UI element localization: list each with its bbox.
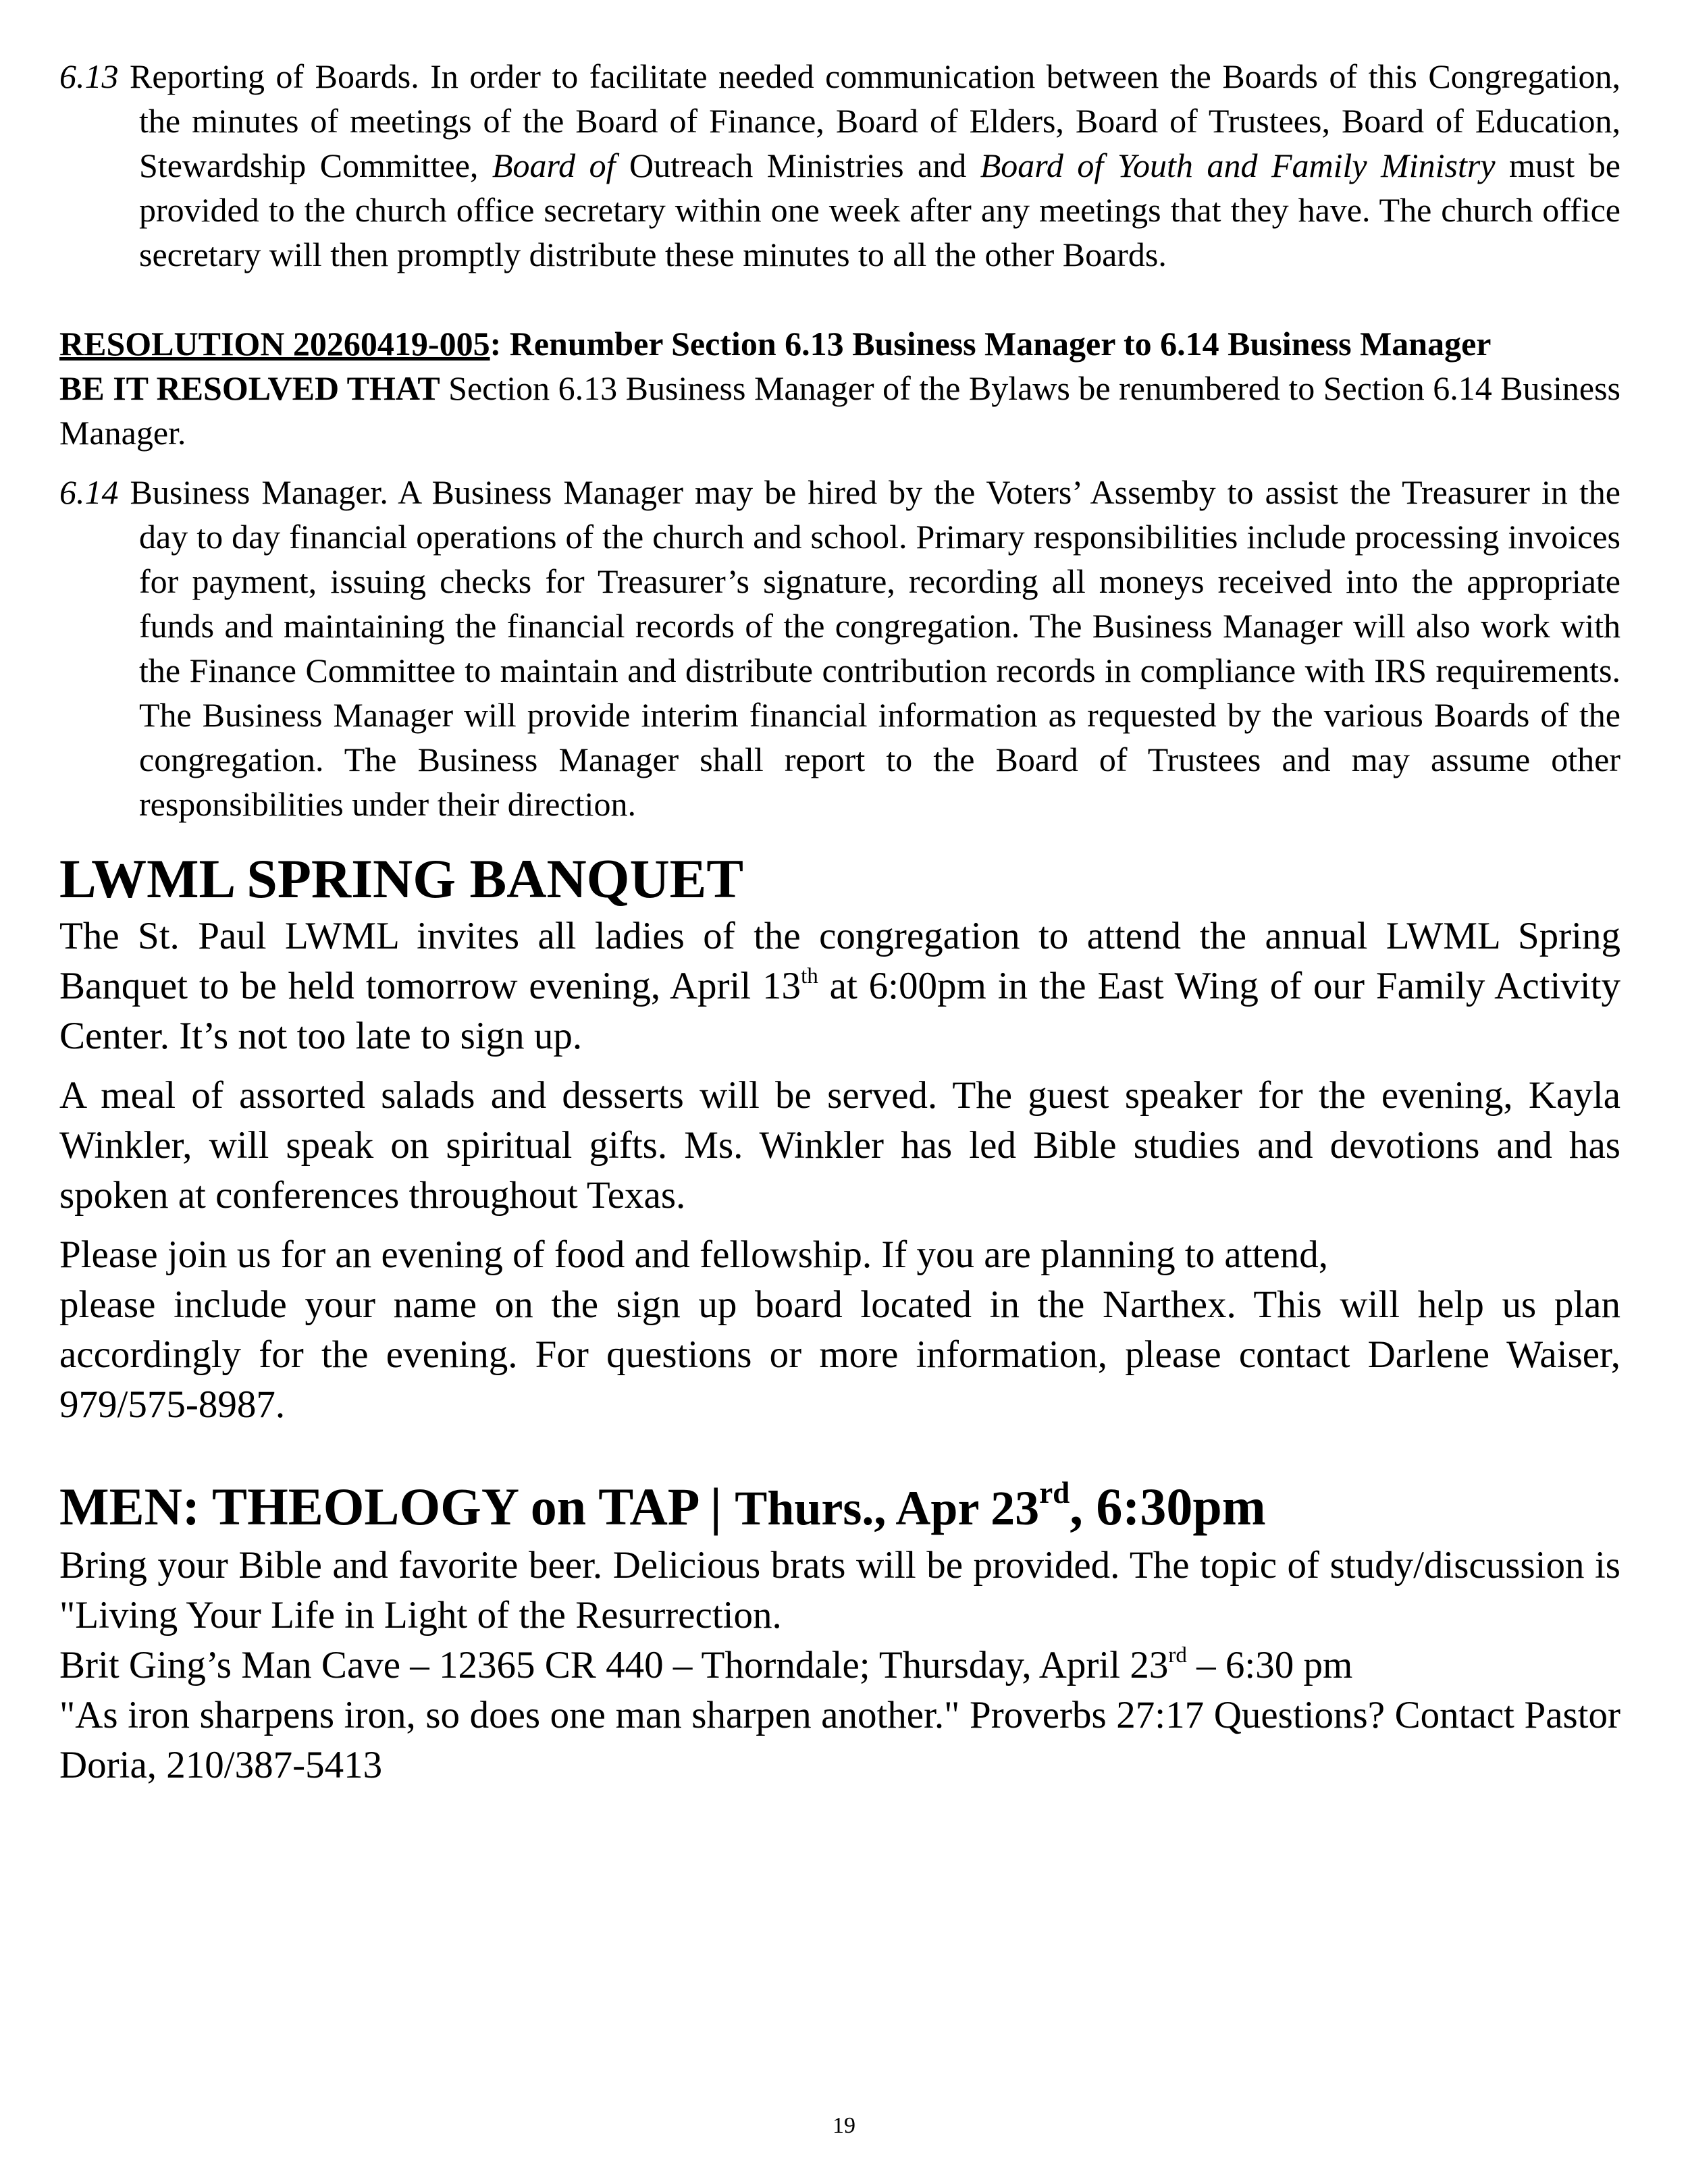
heading-text: MEN: THEOLOGY on TAP | bbox=[59, 1477, 735, 1536]
heading-time: , 6:30pm bbox=[1070, 1477, 1266, 1536]
men-paragraph-1: Bring your Bible and favorite beer. Delicious brats will be provided. The topic of study/discussion is "Living Your Life in Light of the Resurrection. bbox=[59, 1544, 1620, 1636]
resolved-lead: BE IT RESOLVED THAT bbox=[59, 369, 440, 407]
bylaw-text: Business Manager. A Business Manager may be hired by the Voters’ Assemby to assist the Treasurer in the day to day financial operations of the church and school. Primary responsibilities include processing invoices for payment, issuing checks for Treasurer’s signature, recording all moneys received into the appropriate funds and maintaining the financial records of the congregation. The Business Manager will also work with the Finance Committee to maintain and distribute contribution records in compliance with IRS requirements. The Business Manager will provide interim financial information as requested by the various Boards of the congregation. The Business Manager shall report to the Board of Trustees and may assume other responsibilities under their direction. bbox=[130, 473, 1621, 823]
lwml-text: please include your name on the sign up board located in the Narthex. This will help us plan accordingly for the evening. For questions or more information, please contact Darlene Waiser, 979/575-8987. bbox=[59, 1283, 1620, 1426]
page-content bbox=[59, 54, 1620, 1790]
location-text: – 6:30 pm bbox=[1186, 1644, 1353, 1686]
lwml-paragraph-2: A meal of assorted salads and desserts will be served. The guest speaker for the evening, Kayla Winkler, will speak on spiritual gifts. Ms. Winkler has led Bible studies and devotions and has spoken at conferences throughout Texas. bbox=[59, 1074, 1620, 1217]
page-number: 19 bbox=[833, 2113, 855, 2138]
heading-date: Thurs., Apr 23 bbox=[735, 1481, 1040, 1535]
men-location bbox=[59, 1641, 1620, 1690]
men-section bbox=[59, 1474, 1620, 1790]
lwml-paragraph-3 bbox=[59, 1230, 1620, 1430]
men-paragraph-2: "As iron sharpens iron, so does one man sharpen another." Proverbs 27:17 Questions? Contact Pastor Doria, 210/387-5413 bbox=[59, 1694, 1620, 1786]
section-number: 6.13 bbox=[59, 57, 119, 95]
men-heading bbox=[59, 1474, 1620, 1541]
lwml-text: The St. Paul LWML invites all ladies of the congregation to attend the annual LWML Spring Banquet to be held tomorrow evening, April 13 bbox=[59, 915, 1620, 1007]
resolution-block bbox=[59, 321, 1620, 455]
ordinal-suffix: rd bbox=[1168, 1643, 1187, 1668]
bylaw-text: must be provided to the church office secretary within one week after any meetings that they have. The church office secretary will then promptly distribute these minutes to all the other Boards. bbox=[139, 147, 1620, 273]
location-text: Brit Ging’s Man Cave – 12365 CR 440 – Thorndale; Thursday, April 23 bbox=[59, 1644, 1169, 1686]
ordinal-suffix: th bbox=[801, 963, 818, 988]
lwml-heading: LWML SPRING BANQUET bbox=[59, 848, 744, 909]
resolution-body bbox=[59, 366, 1620, 455]
resolution-title bbox=[59, 321, 1620, 366]
lwml-text: at 6:00pm in the East Wing of our Family Activity Center. It’s not too late to sign up. bbox=[59, 965, 1620, 1057]
bylaw-text: Outreach Ministries and bbox=[615, 147, 980, 184]
lwml-paragraph-1 bbox=[59, 911, 1620, 1061]
resolved-text: Section 6.13 Business Manager of the Bylaws be renumbered to Section 6.14 Business Manager. bbox=[59, 369, 1621, 452]
bylaw-text: Reporting of Boards. In order to facilitate needed communication between the Boards of this Congregation, the minutes of meetings of the Board of Finance, Board of Elders, Board of Trustees, Board of Education, Stewardship Committee, bbox=[130, 57, 1620, 184]
section-number: 6.14 bbox=[59, 473, 119, 511]
lwml-section bbox=[59, 847, 1620, 1430]
bylaw-italic-text: Board of Youth and Family Ministry bbox=[980, 147, 1496, 184]
bylaw-italic-text: Board of bbox=[492, 147, 616, 184]
resolution-heading: : Renumber Section 6.13 Business Manager to 6.14 Business Manager bbox=[490, 325, 1492, 363]
bylaw-section-6-14 bbox=[59, 470, 1620, 826]
resolution-id: RESOLUTION 20260419-005 bbox=[59, 325, 490, 363]
bylaw-section-6-13 bbox=[59, 54, 1620, 277]
ordinal-suffix: rd bbox=[1039, 1476, 1070, 1510]
lwml-text-line: Please join us for an evening of food and fellowship. If you are planning to attend, bbox=[59, 1233, 1328, 1276]
